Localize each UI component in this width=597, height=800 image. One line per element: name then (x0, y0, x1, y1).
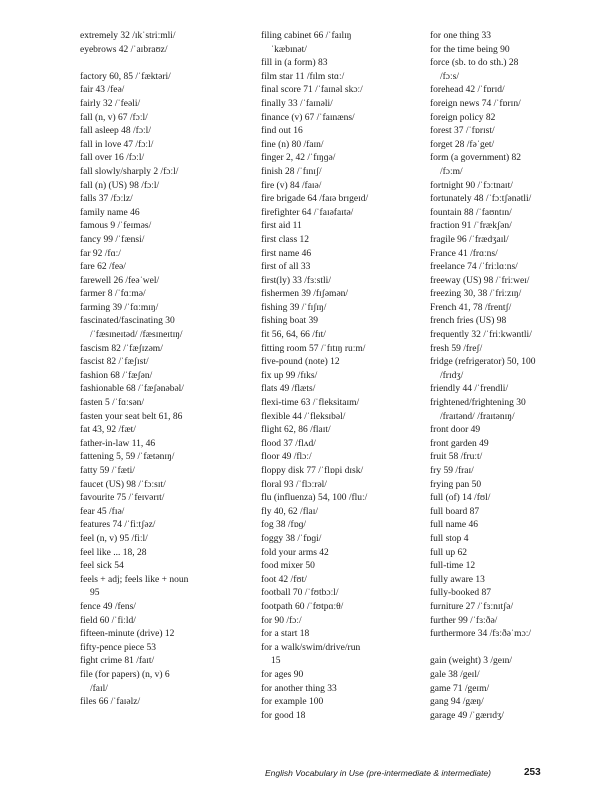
index-entry: french fries (US) 98 (430, 316, 507, 327)
index-entry: flood 37 /flʌd/ (261, 438, 316, 449)
index-entry-continuation: 95 (90, 588, 100, 599)
index-entry: furthermore 34 /fɜːðəˈmɔː/ (430, 629, 532, 640)
index-entry: first aid 11 (261, 221, 302, 232)
index-entry: game 71 /geɪm/ (430, 683, 490, 694)
index-entry: final score 71 /ˈfaɪnəl skɔː/ (261, 85, 363, 96)
index-entry: fully aware 13 (430, 574, 485, 585)
index-entry-continuation: /fɔːm/ (440, 166, 463, 177)
index-entry: fit 56, 64, 66 /fɪt/ (261, 330, 326, 341)
index-entry: fruit 58 /fruːt/ (430, 452, 483, 463)
index-entry: France 41 /frɑːns/ (430, 248, 498, 259)
index-entry: foreign news 74 /ˈfɒrɪn/ (430, 98, 521, 109)
letter-section-gap (80, 57, 252, 71)
index-entry: for another thing 33 (261, 683, 337, 694)
index-entry: fog 38 /fɒɡ/ (261, 520, 307, 531)
index-entry: factory 60, 85 /ˈfæktəri/ (80, 71, 171, 82)
index-entry: fall (n) (US) 98 /fɔːl/ (80, 180, 160, 191)
index-entry: fascism 82 /ˈfæʃɪzəm/ (80, 343, 163, 354)
index-entry-continuation: ˈkæbɪnət/ (271, 44, 307, 55)
index-entry: full name 46 (430, 520, 479, 531)
index-entry: fifteen-minute (drive) 12 (80, 629, 175, 640)
index-entry: forget 28 /fəˈget/ (430, 139, 495, 150)
index-entry: first name 46 (261, 248, 312, 259)
index-entry: first(ly) 33 /fɜːstli/ (261, 275, 331, 286)
index-entry: floppy disk 77 /ˈflɒpi dɪsk/ (261, 466, 364, 476)
index-entry: features 74 /ˈfiːtʃəz/ (80, 520, 156, 531)
index-column-3 (430, 30, 570, 723)
index-entry: fasten your seat belt 61, 86 (80, 411, 183, 422)
index-entry: foot 42 /fʊt/ (261, 574, 307, 585)
index-entry: fold your arms 42 (261, 547, 329, 558)
index-entry: fat 43, 92 /fæt/ (80, 425, 136, 436)
index-entry: front garden 49 (430, 438, 489, 449)
index-entry: foreign policy 82 (430, 112, 496, 123)
index-entry: full-time 12 (430, 561, 476, 572)
index-entry: fight crime 81 /faɪt/ (80, 656, 155, 667)
index-entry: forehead 42 /ˈfɒrɪd/ (430, 85, 505, 96)
index-entry-continuation: /frɪdʒ/ (440, 370, 464, 381)
index-entry: fill in (a form) 83 (261, 58, 328, 69)
index-entry: fashion 68 /ˈfæʃən/ (80, 370, 153, 381)
index-entry: fare 62 /feə/ (80, 262, 126, 273)
index-entry: files 66 /ˈfaɪəlz/ (80, 697, 141, 708)
index-entry: fall (n, v) 67 /fɔːl/ (80, 112, 148, 123)
index-entry: flexi-time 63 /ˈfleksitaɪm/ (261, 398, 360, 409)
index-entry: foggy 38 /ˈfɒɡi/ (261, 533, 322, 544)
index-entry: feel like ... 18, 28 (80, 547, 147, 558)
index-entry: for ages 90 (261, 669, 304, 680)
index-entry: finger 2, 42 /ˈfɪŋɡə/ (261, 153, 336, 164)
index-entry: frequently 32 /ˈfriːkwəntli/ (430, 330, 532, 341)
index-entry: footpath 60 /ˈfʊtpɑːθ/ (261, 601, 344, 612)
index-entry: fire (v) 84 /faɪə/ (261, 180, 322, 191)
index-entry: fall slowly/sharply 2 /fɔːl/ (80, 166, 179, 177)
index-entry: fishing 39 /ˈfɪʃɪŋ/ (261, 302, 327, 313)
index-entry: gain (weight) 3 /geɪn/ (430, 656, 513, 667)
index-entry: filing cabinet 66 /ˈfaɪlɪŋ (261, 31, 352, 41)
letter-section-gap (430, 642, 570, 656)
index-entry: family name 46 (80, 207, 140, 218)
index-entry: first class 12 (261, 234, 310, 245)
index-entry: flexible 44 /ˈfleksɪbəl/ (261, 411, 346, 422)
index-entry: fifty-pence piece 53 (80, 642, 156, 653)
index-entry: father-in-law 11, 46 (80, 438, 156, 449)
index-entry: firefighter 64 /ˈfaɪəfaɪtə/ (261, 207, 354, 218)
index-entry: field 60 /ˈfiːld/ (80, 615, 136, 626)
index-entry: five-pound (note) 12 (261, 357, 340, 368)
index-entry: fence 49 /fens/ (80, 601, 136, 612)
index-entry: eyebrows 42 /ˈaɪbraʊz/ (80, 44, 168, 55)
index-entry-continuation: 15 (271, 656, 281, 667)
index-entry: fascinated/fascinating 30 (80, 316, 175, 327)
index-entry-continuation: /ˈfæsɪneɪtəd/ /fæsɪneɪtɪŋ/ (90, 330, 183, 341)
index-entry: fully-booked 87 (430, 588, 491, 599)
index-entry: extremely 32 /ɪkˈstriːmli/ (80, 31, 176, 41)
index-entry-continuation: /fraɪtənd/ /fraɪtənɪŋ/ (440, 411, 515, 422)
index-entry: flight 62, 86 /flaɪt/ (261, 425, 331, 436)
index-entry: feel sick 54 (80, 561, 124, 572)
index-entry: form (a government) 82 (430, 153, 522, 164)
index-entry: for one thing 33 (430, 31, 491, 41)
index-entry: force (sb. to do sth.) 28 (430, 58, 519, 69)
index-entry: gale 38 /geɪl/ (430, 669, 480, 680)
index-entry-continuation: /fɔːs/ (440, 71, 459, 82)
index-entry: football 70 /ˈfʊtbɔːl/ (261, 588, 339, 599)
index-entry: fragile 96 /ˈfrædʒaɪl/ (430, 234, 509, 245)
book-title: English Vocabulary in Use (pre-intermediate & intermediate) (265, 768, 491, 778)
index-entry: first of all 33 (261, 262, 311, 273)
index-entry: fall asleep 48 /fɔːl/ (80, 126, 151, 137)
index-entry: frying pan 50 (430, 479, 482, 490)
index-entry: faucet (US) 98 /ˈfɔːsɪt/ (80, 479, 166, 490)
index-entry: fire brigade 64 /faɪə brɪgeɪd/ (261, 194, 369, 205)
index-column-2 (261, 30, 431, 723)
index-entry: falls 37 /fɔːlz/ (80, 194, 133, 205)
index-entry: fall in love 47 /fɔːl/ (80, 139, 154, 150)
index-entry: for a walk/swim/drive/run (261, 642, 361, 653)
index-entry: fresh 59 /freʃ/ (430, 343, 483, 354)
index-entry: finance (v) 67 /ˈfaɪnæns/ (261, 112, 355, 123)
index-entry: front door 49 (430, 425, 481, 436)
index-entry: freelance 74 /ˈfriːlɑːns/ (430, 262, 518, 273)
index-entry: fasten 5 /ˈfɑːsən/ (80, 398, 145, 409)
index-entry: forest 37 /ˈfɒrɪst/ (430, 126, 495, 137)
index-entry: for example 100 (261, 697, 324, 708)
index-entry: French 41, 78 /frentʃ/ (430, 302, 512, 313)
index-entry-continuation: /faɪl/ (90, 683, 108, 694)
index-entry: farewell 26 /feəˈwel/ (80, 275, 160, 286)
index-entry: finish 28 /ˈfɪnɪʃ/ (261, 166, 322, 177)
index-entry: for good 18 (261, 710, 306, 721)
index-entry: furniture 27 /ˈfɜːnɪtʃə/ (430, 601, 514, 612)
index-entry: floral 93 /ˈflɔːrəl/ (261, 479, 327, 490)
index-entry: fly 40, 62 /flaɪ/ (261, 506, 318, 517)
index-entry: full stop 4 (430, 533, 469, 544)
index-entry: famous 9 /ˈfeɪməs/ (80, 221, 152, 232)
index-entry: farming 39 /ˈfɑːmɪŋ/ (80, 302, 159, 313)
index-entry: for the time being 90 (430, 44, 510, 55)
index-entry: film star 11 /fɪlm stɑː/ (261, 71, 345, 82)
index-entry: fattening 5, 59 /ˈfætənɪŋ/ (80, 452, 175, 463)
index-entry: frightened/frightening 30 (430, 398, 526, 409)
index-entry: garage 49 /ˈgærɪdʒ/ (430, 710, 504, 721)
index-entry: finally 33 /ˈfaɪnəli/ (261, 98, 333, 109)
index-entry: freezing 30, 38 /ˈfriːzɪŋ/ (430, 289, 522, 300)
index-entry: fall over 16 /fɔːl/ (80, 153, 145, 164)
page-footer (0, 768, 597, 782)
index-entry: friendly 44 /ˈfrendli/ (430, 384, 509, 395)
index-entry: full (of) 14 /fʊl/ (430, 493, 491, 504)
index-entry: feel (n, v) 95 /fiːl/ (80, 533, 148, 544)
index-entry: full up 62 (430, 547, 467, 558)
index-entry: fatty 59 /ˈfæti/ (80, 466, 135, 476)
index-entry: fishing boat 39 (261, 316, 318, 327)
index-entry: farmer 8 /ˈfɑːmə/ (80, 289, 146, 300)
index-entry: fair 43 /feə/ (80, 85, 125, 96)
index-entry: fitting room 57 /ˈfɪtɪŋ ruːm/ (261, 343, 366, 354)
index-entry: fine (n) 80 /faɪn/ (261, 139, 324, 150)
index-entry: fairly 32 /ˈfeəli/ (80, 98, 141, 109)
index-entry: for 90 /fɔː/ (261, 615, 302, 626)
index-entry: fortnight 90 /ˈfɔːtnaɪt/ (430, 180, 513, 191)
index-column-1 (80, 30, 252, 710)
index-entry: fortunately 48 /ˈfɔːtʃənətli/ (430, 194, 532, 205)
index-entry: far 92 /fɑː/ (80, 248, 121, 259)
index-entry: fashionable 68 /ˈfæʃənəbəl/ (80, 384, 184, 395)
index-entry: fix up 99 /fɪks/ (261, 370, 318, 381)
index-entry: food mixer 50 (261, 561, 315, 572)
index-entry: fancy 99 /ˈfænsi/ (80, 234, 145, 245)
index-entry: flu (influenza) 54, 100 /fluː/ (261, 493, 368, 504)
page-number: 253 (524, 767, 541, 778)
index-entry: floor 49 /flɔː/ (261, 452, 312, 463)
index-entry: fraction 91 /ˈfrækʃən/ (430, 221, 512, 232)
index-entry: gang 94 /gæŋ/ (430, 697, 484, 708)
index-entry: fear 45 /fɪə/ (80, 506, 125, 517)
index-entry: fishermen 39 /fɪʃəmən/ (261, 289, 349, 300)
index-entry: fountain 88 /ˈfaʊntɪn/ (430, 207, 512, 218)
index-entry: fridge (refrigerator) 50, 100 (430, 357, 536, 368)
index-entry: flats 49 /flæts/ (261, 384, 316, 395)
index-entry: freeway (US) 98 /ˈfriːweɪ/ (430, 275, 530, 286)
index-entry: favourite 75 /ˈfeɪvərɪt/ (80, 493, 165, 504)
index-entry: full board 87 (430, 506, 480, 517)
index-entry: feels + adj; feels like + noun (80, 574, 189, 585)
index-entry: further 99 /ˈfɜːðə/ (430, 615, 498, 626)
index-entry: file (for papers) (n, v) 6 (80, 669, 170, 680)
index-entry: for a start 18 (261, 629, 310, 640)
index-entry: fry 59 /fraɪ/ (430, 466, 474, 476)
index-entry: find out 16 (261, 126, 303, 137)
index-entry: fascist 82 /ˈfæʃɪst/ (80, 357, 149, 368)
